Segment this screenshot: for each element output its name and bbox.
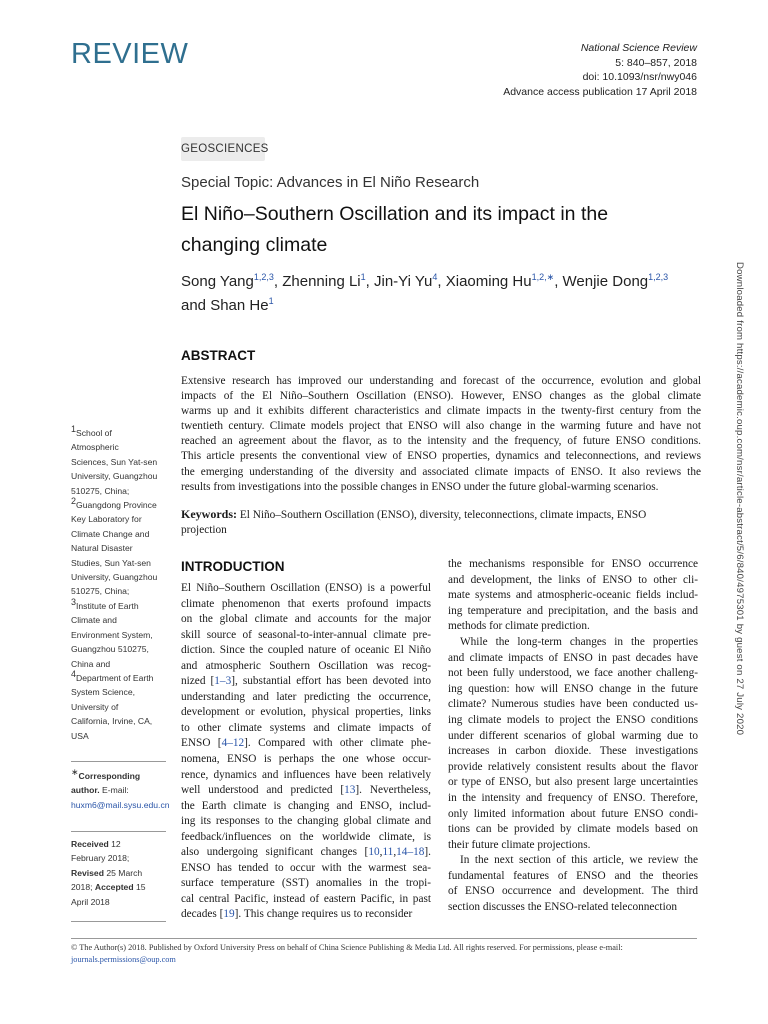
affiliation-line: Climate Change and [71,528,150,539]
accepted-date: 15 [133,882,146,893]
author-name[interactable]: Xiaoming Hu [445,273,532,290]
body-line: their future climate projections. [448,838,591,851]
margin-rule-3 [71,921,166,922]
author-affiliation-ref[interactable]: 1,2,∗ [531,272,555,282]
journal-volume: 5: 840–857, 2018 [615,56,697,69]
keywords [181,507,701,539]
body-line: or type of ENSO, but also present large uncertainties [448,776,698,789]
body-line: nomena, ENSO is perhaps the one whose occur- [181,753,431,766]
body-line: section discusses the ENSO-related teleconnection [448,901,678,914]
body-line: in the intensity and frequency of ENSO. Therefore, [448,791,698,804]
body-line: In the next section of this article, we review the [460,854,698,867]
affiliation-first-line [71,426,166,440]
article-title [181,199,608,261]
intro-column-1 [181,581,431,923]
accepted-date-cont: April 2018 [71,896,110,907]
journal-doi[interactable]: doi: 10.1093/nsr/nwy046 [582,71,697,83]
body-line: nized [1–3], substantial effort has been devoted into [181,675,431,688]
affiliation-line: Natural Disaster [71,543,133,554]
abstract-line: warms up and it exhibits different characteristics and climate impacts in the twenty-first century from the [181,405,701,418]
author-and: and [181,297,211,314]
abstract-body [181,374,701,495]
citation-link[interactable]: 4–12 [221,737,245,750]
body-line: only limited information about future ENSO condi- [448,807,698,820]
affiliation-text: Guangdong Province [76,500,157,511]
affiliations [71,426,166,743]
affiliation-first-line [71,671,166,685]
accepted-label: Accepted [94,882,134,893]
title-line-1: El Niño–Southern Oscillation and its impact in the [181,203,609,225]
author-separator: , [273,273,283,290]
keywords-text-cont: projection [181,524,227,537]
author-affiliation-ref[interactable]: 1,2,3 [648,272,669,282]
body-line: decades [19]. This change requires us to reconsider [181,908,413,921]
citation-link[interactable]: 14–18 [396,846,425,859]
corresponding-author [71,769,171,812]
author-list [181,270,668,318]
abstract-line: This article presents the conventional view of ENSO properties, dynamics and teleconnections, and reviews [181,450,701,463]
copyright-text: © The Author(s) 2018. Published by Oxford University Press on behalf of China Science Publishing & Media Ltd. All rights reserved. For permissions, please e-mail: [71,943,623,952]
abstract-line: impacts of the El Niño–Southern Oscillation (ENSO). However, ENSO changes as the global climate [181,390,701,403]
body-line: tions can be provided by climate models based on [448,823,698,836]
author-affiliation-ref[interactable]: 4 [432,272,438,282]
corresponding-label-cont: author. [71,785,100,796]
abstract-line: results from investigations into the possible changes in ENSO under the future global-warming scenarios. [181,480,659,493]
body-line: ing climate models to project the ENSO conditions [448,713,698,726]
affiliation-line: Studies, Sun Yat-sen [71,557,151,568]
special-topic: Special Topic: Advances in El Niño Research [181,174,480,191]
body-line: methods for climate prediction. [448,620,590,633]
received-date: 12 [108,839,121,849]
affiliation-line: Sciences, Sun Yat-sen [71,456,158,467]
affiliation-first-line [71,599,166,613]
citation-link[interactable]: 11 [382,846,394,859]
affiliation-line: Atmospheric [71,442,119,453]
author-affiliation-ref[interactable]: 1 [360,272,366,282]
body-line: skill source of seasonal-to-inter-annual climate pre- [181,628,431,641]
title-line-2: changing climate [181,234,328,256]
author-separator: , [437,273,446,290]
affiliation-line: USA [71,730,89,741]
affiliation-line: Environment System, [71,629,153,640]
body-line: and development, the links of ENSO to other cli- [448,573,698,586]
body-line: climate phenomenon that exerts profound impacts [181,597,431,610]
affiliation-number: 2 [71,496,77,507]
affiliation-number: 4 [71,669,77,680]
body-line: diction. Since the coupled nature of oceanic El Niño [181,644,431,657]
author-affiliation-ref[interactable]: 1,2,3 [253,272,274,282]
affiliation-line: China and [71,658,111,669]
author-name[interactable]: Shan He [210,297,269,314]
affiliation-line: 510275, China; [71,485,130,496]
body-line: feedback/influences on the worldwide climate, is [181,830,431,843]
abstract-line: Extensive research has improved our understanding and forecast of the occurrence, evolution and global [181,375,701,387]
corresponding-email[interactable]: huxm6@mail.sysu.edu.cn [71,799,170,810]
author-name[interactable]: Song Yang [181,273,254,290]
keywords-label: Keywords: [181,507,237,521]
body-line: surface temperature (SST) anomalies in the tropi- [181,877,431,890]
body-line: El Niño–Southern Oscillation (ENSO) is a powerful [181,582,431,594]
intro-column-2 [448,557,698,916]
abstract-line: reached an agreement about the flavor, as to the intensity and the frequency, of future ENSO conditions. [181,435,701,448]
author-affiliation-ref[interactable]: 1 [268,296,274,306]
citation-link[interactable]: 13 [344,784,356,797]
affiliation-text: School of [76,428,112,438]
body-line: not been fully understood, we face another challeng- [448,667,698,680]
keywords-text: El Niño–Southern Oscillation (ENSO), diversity, teleconnections, climate impacts, ENSO [239,509,647,521]
category-tag-label: GEOSCIENCES [181,143,269,155]
author-line-2 [181,294,668,318]
received-label: Received [71,839,109,849]
affiliation-line: Climate and [71,615,117,626]
author-name[interactable]: Jin-Yi Yu [374,273,433,290]
affiliation-line: University, Guangzhou [71,572,158,583]
body-line: increases in carbon dioxide. These investigations [448,745,698,758]
body-line: on the global climate and accounts for the major [181,613,431,626]
affiliation-text: Department of Earth [76,672,154,683]
affiliation-number: 3 [71,597,77,608]
email-label: E-mail: [99,785,129,796]
affiliation-line: System Science, [71,687,135,698]
body-line: rence, dynamics and influences have been relatively [181,768,431,781]
body-line: of ENSO occurrence and development. The third [448,885,698,898]
author-name[interactable]: Wenjie Dong [562,273,649,290]
body-line: under different scenarios of global warming due to [448,729,698,742]
author-separator: , [365,273,374,290]
corresponding-label: Corresponding [78,771,141,781]
affiliation-line: University of [71,701,119,712]
abstract-heading: ABSTRACT [181,348,256,363]
body-line: the mechanisms responsible for ENSO occurrence [448,558,698,570]
received-date-cont: February 2018; [71,853,130,864]
body-line: and atmospheric Southern Oscillation was recog- [181,659,431,672]
body-line: cal central Pacific, instead of eastern Pacific, in past [181,892,431,905]
body-line: also undergoing significant changes [10,11,14–18]. [181,846,431,859]
body-line: to other climate systems and climate impacts of [181,721,431,734]
body-line: ENSO has tended to occur with the warmest sea- [181,861,431,874]
abstract-line: twentieth century. Climate models project that ENSO will also change in the warming future and have not [181,420,701,433]
citation-link[interactable]: 19 [223,908,235,921]
footer-rule [71,938,697,939]
body-line: understanding and later predicting the occurrence, [181,690,431,703]
body-line: climate? Numerous studies have been conducted us- [448,698,698,711]
affiliation-number: 1 [71,424,77,435]
article-dates [71,837,171,909]
affiliation-line: California, Irvine, CA, [71,716,153,727]
journal-info [503,41,697,99]
author-name[interactable]: Zhenning Li [282,273,361,290]
margin-rule-2 [71,831,166,832]
body-line: well understood and predicted [13]. Nevertheless, [181,784,431,797]
body-line: fundamental features of ENSO and the theories [448,869,698,882]
author-line-1 [181,270,668,294]
citation-link[interactable]: 1–3 [214,675,232,688]
body-line: ing its responses to the changing global climate and [181,815,431,828]
affiliation-line: Guangzhou 510275, [71,644,149,655]
body-line: the Earth climate is changing and ENSO, includ- [181,799,431,812]
revised-date-cont: 2018; [71,882,95,893]
body-line: mate systems and atmospheric-oceanic fields includ- [448,589,698,602]
body-line: ing temperature and precipitation, and the basis and [448,604,698,617]
category-tag[interactable] [181,137,269,161]
affiliation-first-line [71,498,166,512]
author-separator: , [554,273,563,290]
corresponding-star: ∗ [71,767,79,778]
copyright-notice [71,942,711,965]
journal-name: National Science Review [580,42,697,54]
margin-rule-1 [71,761,166,762]
affiliation-line: 510275, China; [71,586,130,597]
affiliation-line: Key Laboratory for [71,514,142,525]
introduction-heading: INTRODUCTION [181,559,285,574]
affiliation-line: University, Guangzhou [71,471,158,482]
body-line: While the long-term changes in the properties [460,635,698,648]
journal-access-date: Advance access publication 17 April 2018 [503,85,697,98]
abstract-line: the emerging understanding of the diversity and associated climate impacts of ENSO. It also reviews the [181,465,701,478]
citation-link[interactable]: 10 [368,846,380,859]
affiliation-text: Institute of Earth [76,600,139,611]
body-line: development or evolution, physical properties, links [181,706,431,719]
body-line: and climate impacts of ENSO in past decades have [448,651,698,664]
body-line: ENSO [4–12]. Compared with other climate phe- [181,737,431,750]
permissions-email[interactable]: journals.permissions@oup.com [71,954,176,964]
revised-label: Revised [71,867,104,878]
download-stamp: Downloaded from https://academic.oup.com/nsr/article-abstract/5/6/840/4975301 by guest on 27 July 2020 [734,262,745,736]
section-label: REVIEW [71,38,189,70]
body-line: ing question: how will ENSO change in the future [448,682,698,695]
body-line: provide relatively consistent results about the flavor [448,760,698,773]
revised-date: 25 March [103,867,143,878]
